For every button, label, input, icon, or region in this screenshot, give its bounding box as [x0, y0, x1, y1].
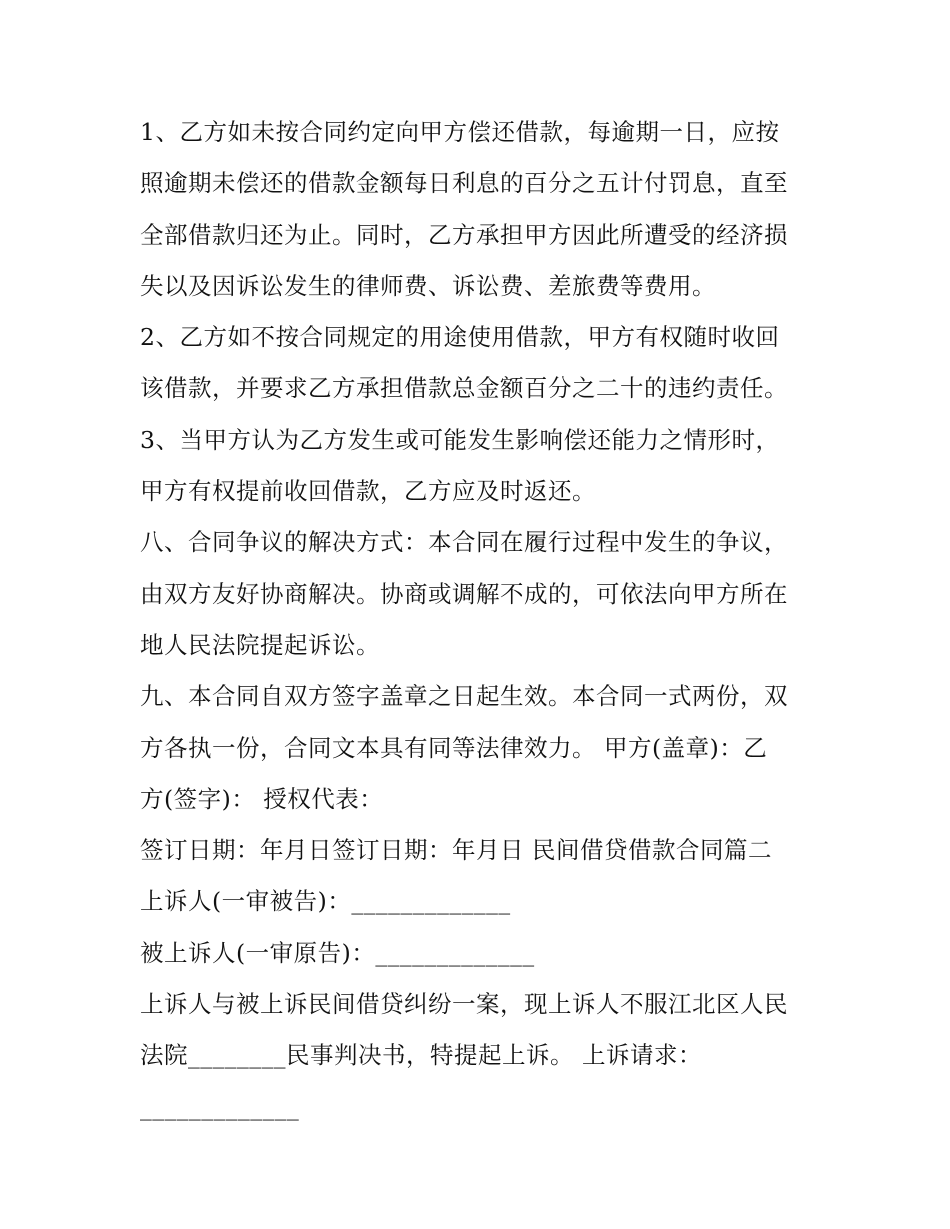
paragraph-line: 八、合同争议的解决方式：本合同在履行过程中发生的争议， [140, 528, 788, 557]
paragraph-line: 甲方有权提前收回借款，乙方应及时返还。 [140, 477, 596, 506]
paragraph-line: 照逾期未偿还的借款金额每日利息的百分之五计付罚息，直至 [140, 169, 788, 198]
paragraph-line: 上诉人(一审被告)：_____________ [140, 887, 511, 916]
paragraph-line: 上诉人与被上诉民间借贷纠纷一案，现上诉人不服江北区人民 [140, 990, 788, 1019]
paragraph-line: 3、当甲方认为乙方发生或可能发生影响偿还能力之情形时， [140, 425, 780, 454]
paragraph-line: 2、乙方如不按合同规定的用途使用借款，甲方有权随时收回 [140, 323, 780, 352]
paragraph-line: 全部借款归还为止。同时，乙方承担甲方因此所遭受的经济损 [140, 220, 788, 249]
document-body [140, 107, 830, 1133]
paragraph-line: 方各执一份，合同文本具有同等法律效力。 甲方(盖章)：乙 [140, 733, 768, 762]
paragraph-line: 被上诉人(一审原告)：_____________ [140, 938, 535, 967]
paragraph-line: 1、乙方如未按合同约定向甲方偿还借款，每逾期一日，应按 [140, 118, 780, 146]
paragraph-line: 签订日期：年月日签订日期：年月日 民间借贷借款合同篇二 [140, 836, 772, 865]
paragraph-line: 由双方友好协商解决。协商或调解不成的，可依法向甲方所在 [140, 579, 788, 608]
paragraph-line: 地人民法院提起诉讼。 [140, 630, 380, 659]
paragraph-line: 方(签字)： 授权代表： [140, 784, 384, 813]
paragraph-line: 该借款，并要求乙方承担借款总金额百分之二十的违约责任。 [140, 374, 788, 403]
paragraph-line: 失以及因诉讼发生的律师费、诉讼费、差旅费等费用。 [140, 271, 716, 300]
paragraph-line: 法院________民事判决书，特提起上诉。 上诉请求： [140, 1041, 702, 1070]
paragraph-line: 九、本合同自双方签字盖章之日起生效。本合同一式两份，双 [140, 682, 788, 711]
paragraph-line: _____________ [140, 1092, 300, 1121]
